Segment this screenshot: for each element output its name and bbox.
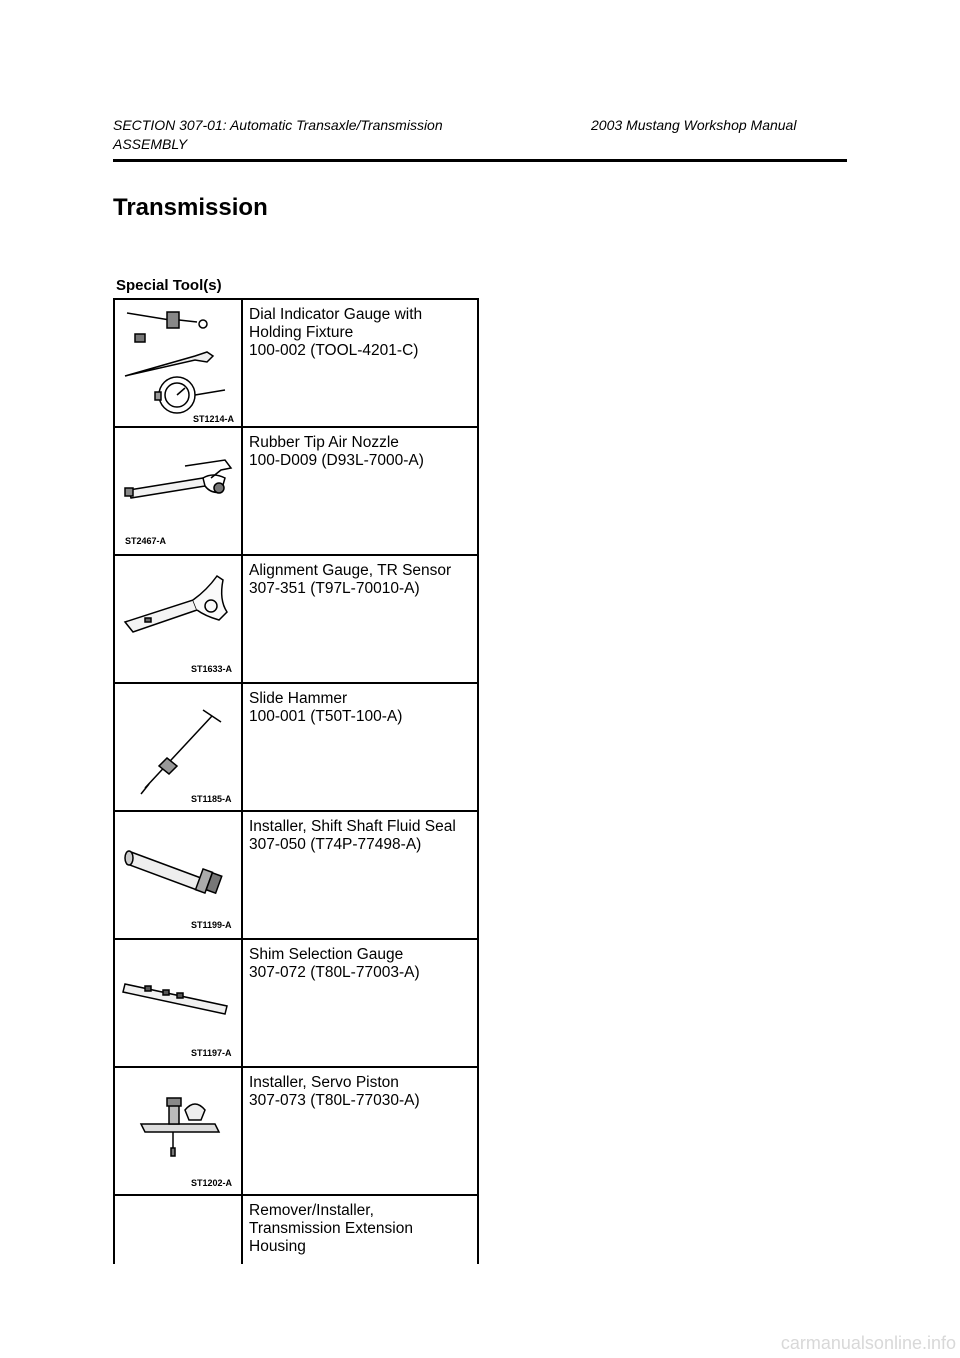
tool-description: [242, 1195, 478, 1264]
tool-row: [114, 939, 478, 1067]
tool-description: [242, 683, 478, 811]
page-title: Transmission: [113, 194, 268, 221]
header-manual: 2003 Mustang Workshop Manual: [591, 117, 797, 133]
tool-row: [114, 427, 478, 555]
tool-number: 307-073 (T80L-77030-A): [249, 1092, 420, 1109]
tool-description: [242, 939, 478, 1067]
alignment-gauge-icon: [115, 556, 241, 682]
tool-name: Installer, Shift Shaft Fluid Seal: [249, 818, 456, 835]
tool-row: [114, 811, 478, 939]
slide-hammer-icon: [115, 684, 241, 810]
tool-number: 307-072 (T80L-77003-A): [249, 964, 420, 981]
tool-name: Transmission Extension: [249, 1220, 413, 1237]
tool-image-cell: [114, 1067, 242, 1195]
tool-name: Remover/Installer,: [249, 1202, 374, 1219]
special-tools-heading: Special Tool(s): [116, 277, 222, 294]
tool-name: Alignment Gauge, TR Sensor: [249, 562, 452, 579]
header-subsection: ASSEMBLY: [113, 136, 188, 152]
tool-image-cell: [114, 1195, 242, 1264]
tool-row: [114, 683, 478, 811]
tool-number: 100-002 (TOOL-4201-C): [249, 342, 419, 359]
tool-image-cell: [114, 555, 242, 683]
tool-row: [114, 299, 478, 427]
tool-name: Slide Hammer: [249, 690, 348, 707]
tool-name: Housing: [249, 1238, 306, 1255]
tool-name: Installer, Servo Piston: [249, 1074, 399, 1091]
tool-art-code: ST1202-A: [191, 1178, 233, 1188]
watermark: carmanualsonline.info: [780, 1333, 956, 1353]
tool-description: [242, 299, 478, 427]
tool-art-code: ST1214-A: [193, 414, 235, 424]
tool-row: [114, 1195, 478, 1264]
tool-number: 307-050 (T74P-77498-A): [249, 836, 422, 853]
tool-image-cell: [114, 811, 242, 939]
tool-art-code: ST1199-A: [191, 920, 232, 930]
tool-description: [242, 555, 478, 683]
tool-description: [242, 427, 478, 555]
tool-art-code: ST2467-A: [125, 536, 167, 546]
tool-row: [114, 555, 478, 683]
tool-art-code: ST1185-A: [191, 794, 232, 804]
tool-description: [242, 1067, 478, 1195]
dial-indicator-icon: [115, 300, 241, 426]
tool-name: Rubber Tip Air Nozzle: [249, 434, 399, 451]
tool-image-cell: [114, 427, 242, 555]
tool-art-code: ST1633-A: [191, 664, 233, 674]
tool-number: 307-351 (T97L-70010-A): [249, 580, 420, 597]
air-nozzle-icon: [115, 428, 241, 554]
header-section: SECTION 307-01: Automatic Transaxle/Transmission: [113, 117, 443, 133]
tool-name: Shim Selection Gauge: [249, 946, 404, 963]
tool-number: 100-D009 (D93L-7000-A): [249, 452, 424, 469]
shim-gauge-icon: [115, 940, 241, 1066]
special-tools-table: [113, 298, 479, 1264]
header-rule: [113, 159, 847, 162]
tool-image-cell: [114, 299, 242, 427]
servo-installer-icon: [115, 1068, 241, 1194]
seal-installer-icon: [115, 812, 241, 938]
tool-description: [242, 811, 478, 939]
tool-number: 100-001 (T50T-100-A): [249, 708, 403, 725]
tool-image-cell: [114, 939, 242, 1067]
tool-row: [114, 1067, 478, 1195]
tool-art-code: ST1197-A: [191, 1048, 232, 1058]
tool-name: Holding Fixture: [249, 324, 354, 341]
tool-image-cell: [114, 683, 242, 811]
tool-name: Dial Indicator Gauge with: [249, 306, 423, 323]
